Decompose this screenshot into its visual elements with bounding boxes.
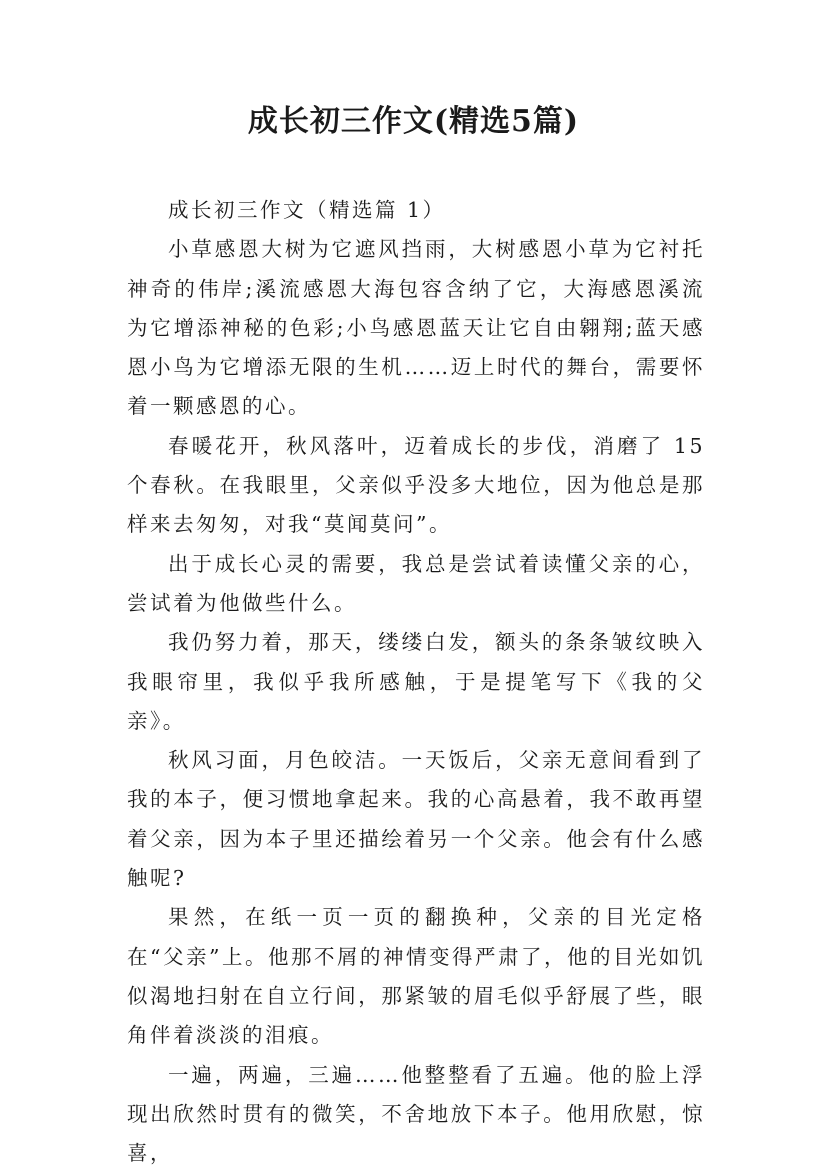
paragraph: 我仍努力着，那天，缕缕白发，额头的条条皱纹映入我眼帘里，我似乎我所感触，于是提笔写下《我的父亲》。: [127, 630, 705, 733]
paragraph: 出于成长心灵的需要，我总是尝试着读懂父亲的心，尝试着为他做些什么。: [127, 551, 705, 615]
paragraph: 小草感恩大树为它遮风挡雨，大树感恩小草为它衬托神奇的伟岸;溪流感恩大海包容含纳了它，大海感恩溪流为它增添神秘的色彩;小鸟感恩蓝天让它自由翱翔;蓝天感恩小鸟为它增添无限的生机……迈上时代的舞台，需要怀着一颗感恩的心。: [127, 237, 705, 419]
paragraph: 春暖花开，秋风落叶，迈着成长的步伐，消磨了 15 个春秋。在我眼里，父亲似乎没多大地位，因为他总是那样来去匆匆，对我“莫闻莫问”。: [127, 433, 705, 537]
section-heading: 成长初三作文（精选篇 1）: [168, 198, 446, 222]
paragraph: 秋风习面，月色皎洁。一天饭后，父亲无意间看到了我的本子，便习惯地拿起来。我的心高悬着，我不敢再望着父亲，因为本子里还描绘着另一个父亲。他会有什么感触呢?: [127, 748, 705, 891]
document-body: [127, 191, 705, 1173]
paragraph: 一遍，两遍，三遍……他整整看了五遍。他的脸上浮现出欣然时贯有的微笑，不舍地放下本子。他用欣慰，惊喜，: [127, 1062, 705, 1166]
document-title: 成长初三作文(精选5篇): [247, 104, 580, 139]
paragraph: 果然，在纸一页一页的翻换种，父亲的目光定格在“父亲”上。他那不屑的神情变得严肃了，他的目光如饥似渴地扫射在自立行间，那紧皱的眉毛似乎舒展了些，眼角伴着淡淡的泪痕。: [127, 905, 705, 1048]
